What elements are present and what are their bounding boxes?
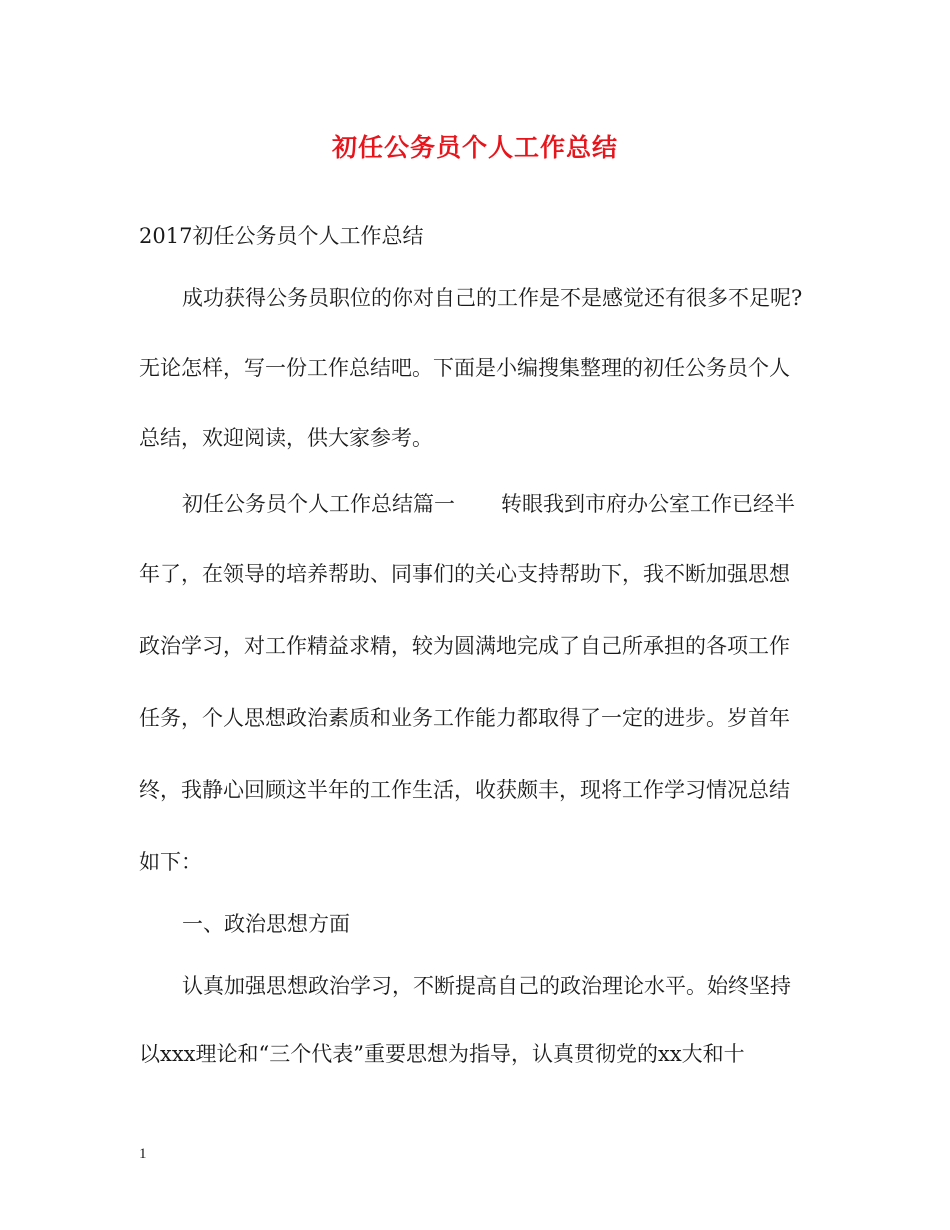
section-heading: 初任公务员个人工作总结篇一 — [182, 492, 455, 516]
document-title: 初任公务员个人工作总结 — [331, 133, 618, 162]
body-line-4: 终，我静心回顾这半年的工作生活，收获颇丰，现将工作学习情况总结 — [139, 778, 790, 802]
body-line-1: 年了，在领导的培养帮助、同事们的关心支持帮助下，我不断加强思想 — [139, 562, 790, 586]
intro-line-1: 成功获得公务员职位的你对自己的工作是不是感觉还有很多不足呢? — [182, 286, 803, 310]
body-line-5: 如下： — [139, 850, 202, 874]
body-line-3: 任务，个人思想政治素质和业务工作能力都取得了一定的进步。岁首年 — [139, 706, 790, 730]
para-1-line-2: 以xxx理论和“三个代表”重要思想为指导，认真贯彻党的xx大和十 — [139, 1042, 745, 1066]
para-1-line-1: 认真加强思想政治学习，不断提高自己的政治理论水平。始终坚持 — [182, 974, 791, 998]
section-heading-line — [182, 490, 795, 518]
section-first-sentence: 转眼我到市府办公室工作已经半 — [501, 492, 795, 516]
heading-political-thought: 一、政治思想方面 — [182, 912, 350, 936]
page-number: 1 — [139, 1146, 147, 1162]
body-line-2: 政治学习，对工作精益求精，较为圆满地完成了自己所承担的各项工作 — [139, 634, 790, 658]
document-subtitle: 2017初任公务员个人工作总结 — [139, 224, 424, 248]
intro-line-2: 无论怎样，写一份工作总结吧。下面是小编搜集整理的初任公务员个人 — [139, 356, 790, 380]
intro-line-3: 总结，欢迎阅读，供大家参考。 — [139, 426, 433, 450]
